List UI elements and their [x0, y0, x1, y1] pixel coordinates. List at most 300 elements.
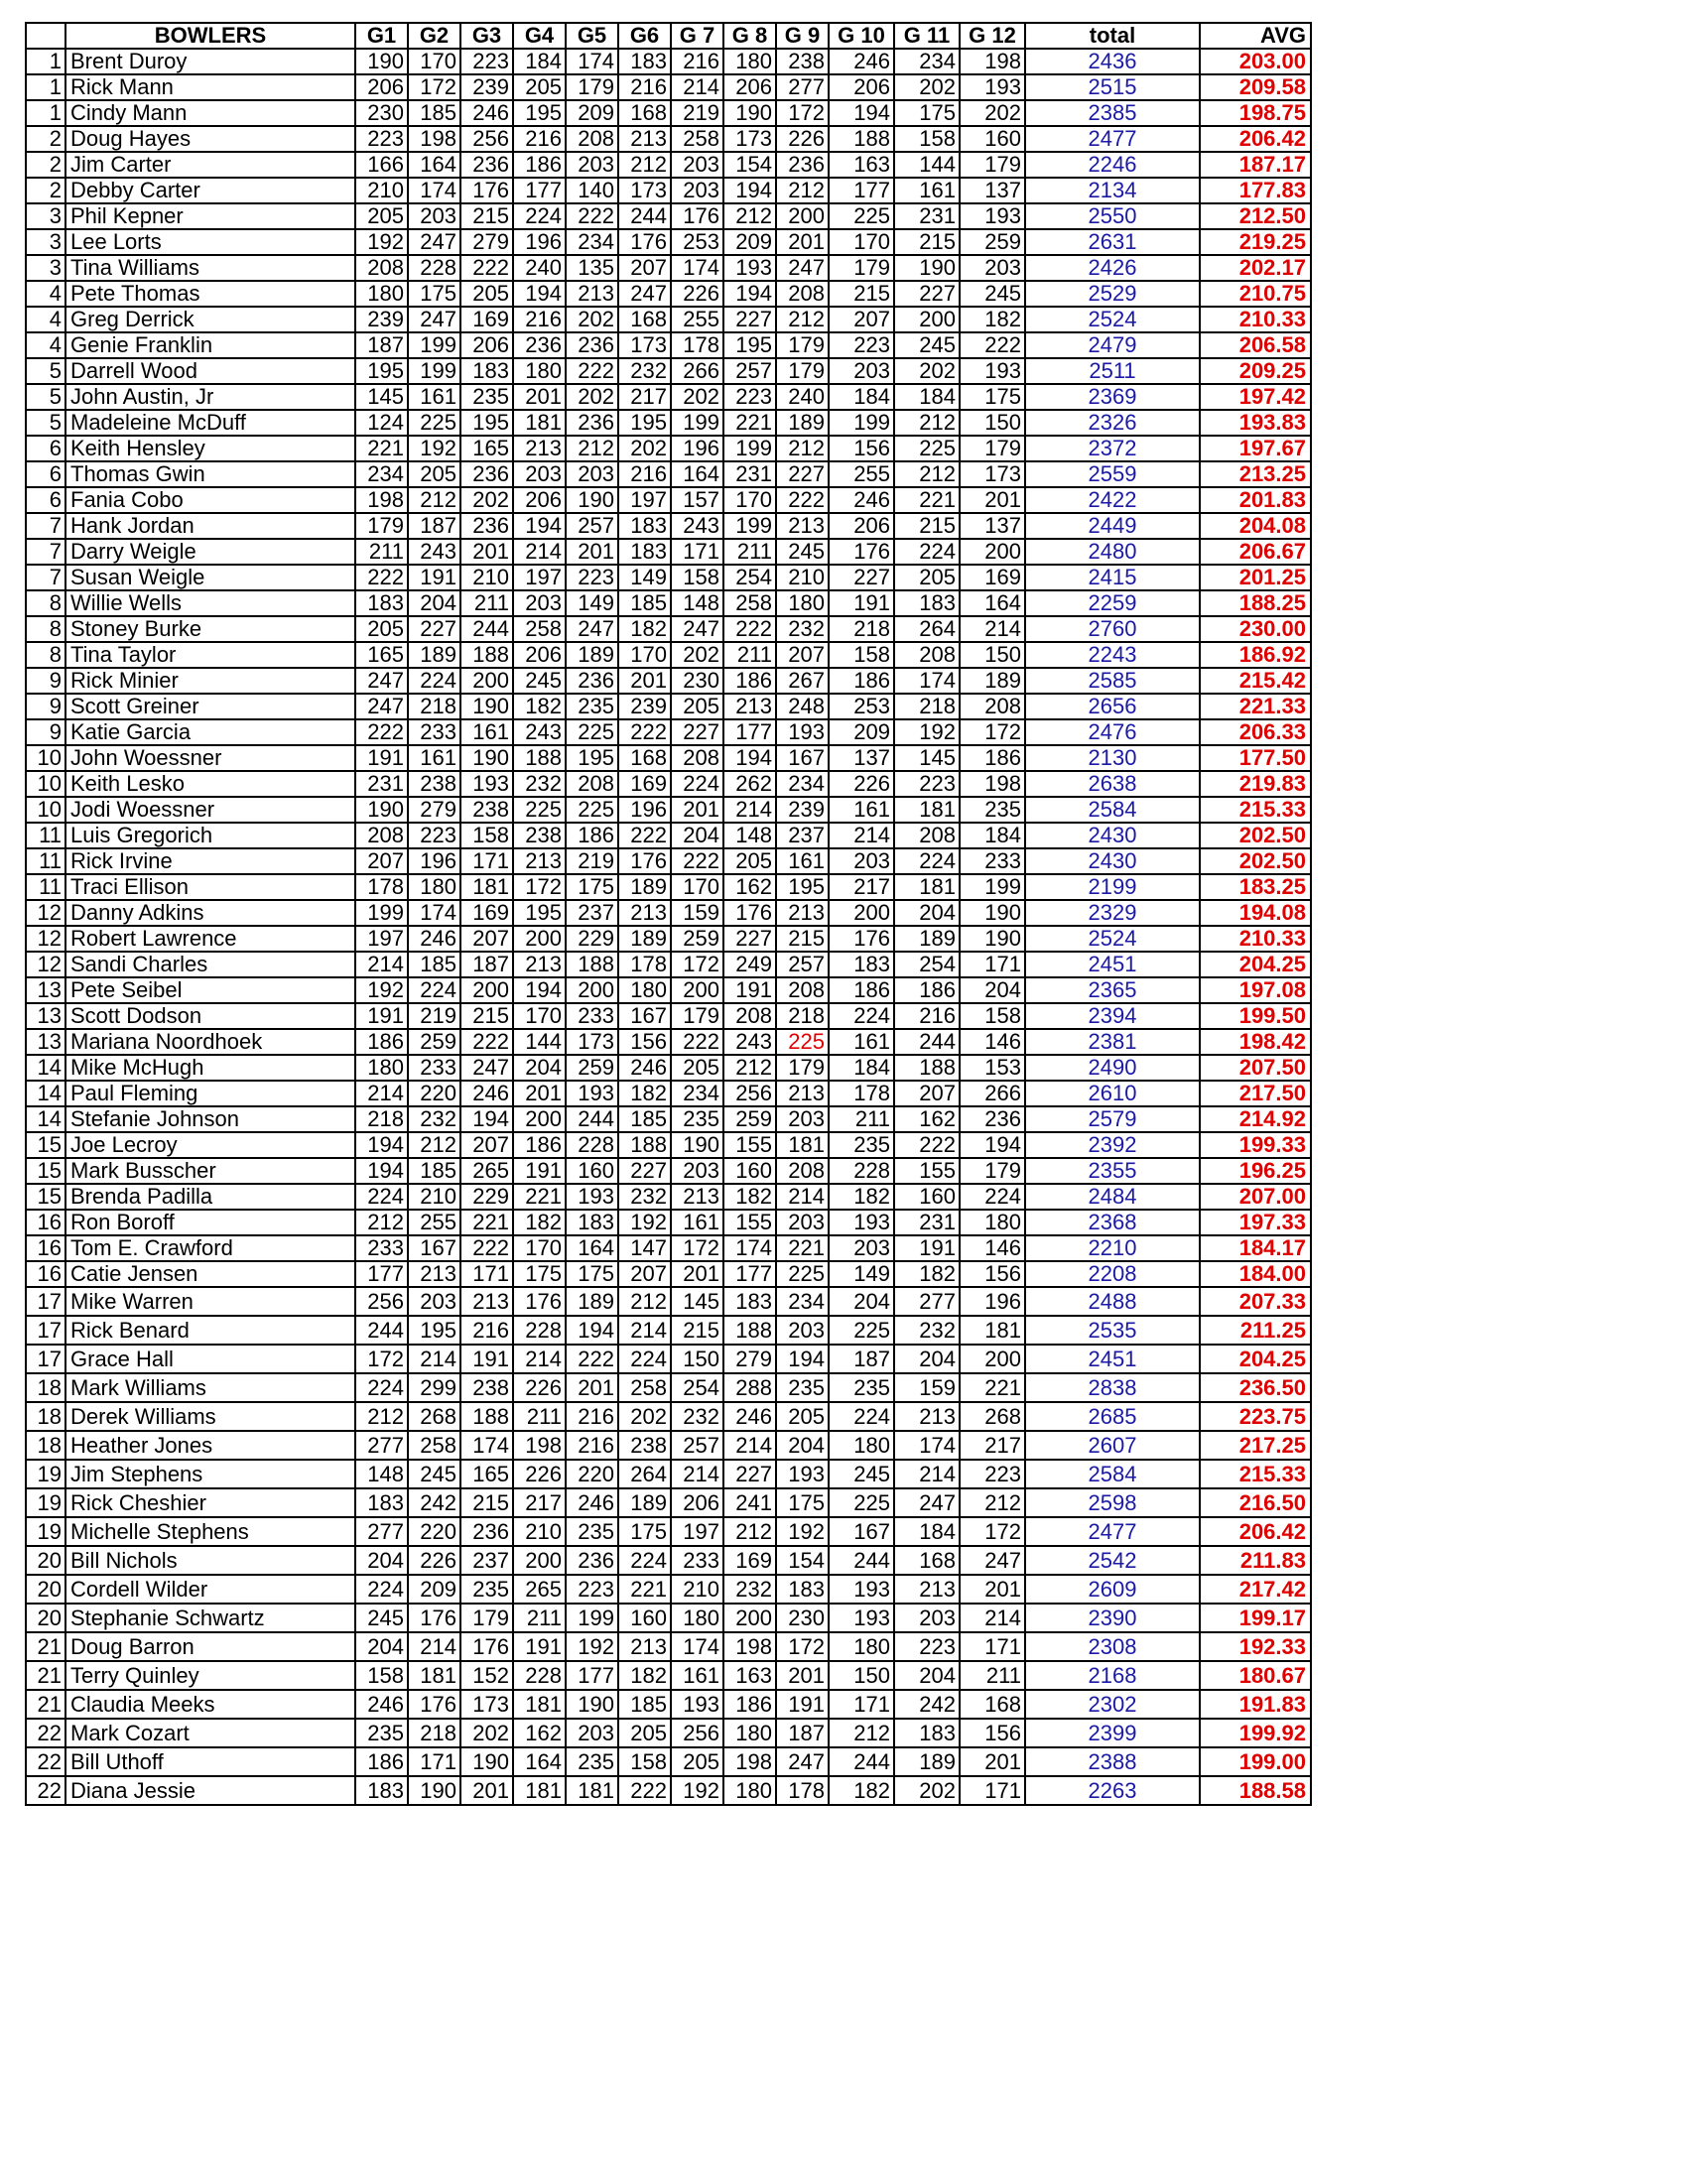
game-score: 202 [460, 487, 513, 513]
game-score: 182 [618, 616, 671, 642]
game-score: 201 [566, 1373, 618, 1402]
game-score: 201 [960, 487, 1025, 513]
game-score: 230 [355, 100, 408, 126]
average-score: 207.00 [1200, 1184, 1311, 1210]
game-score: 235 [671, 1106, 723, 1132]
team-number: 13 [26, 977, 65, 1003]
total-score: 2524 [1025, 307, 1200, 332]
game-score: 181 [894, 797, 960, 823]
game-score: 227 [829, 565, 894, 590]
total-score: 2535 [1025, 1316, 1200, 1345]
game-score: 214 [513, 1345, 566, 1373]
game-score: 178 [355, 874, 408, 900]
game-score: 221 [723, 410, 776, 436]
game-score: 186 [829, 977, 894, 1003]
game-score: 212 [566, 436, 618, 461]
game-score: 214 [408, 1345, 460, 1373]
game-score: 187 [776, 1719, 829, 1747]
game-score: 202 [618, 1402, 671, 1431]
game-score: 236 [460, 1517, 513, 1546]
game-score: 277 [355, 1431, 408, 1460]
game-score: 191 [723, 977, 776, 1003]
game-score: 158 [460, 823, 513, 848]
game-score: 174 [566, 49, 618, 74]
game-score: 172 [671, 1235, 723, 1261]
game-score: 179 [566, 74, 618, 100]
game-score: 228 [513, 1316, 566, 1345]
game-score: 171 [960, 952, 1025, 977]
game-score: 170 [513, 1003, 566, 1029]
total-score: 2480 [1025, 539, 1200, 565]
team-number: 19 [26, 1460, 65, 1488]
game-score: 214 [408, 1632, 460, 1661]
game-score: 211 [829, 1106, 894, 1132]
game-score: 191 [355, 745, 408, 771]
game-score: 178 [671, 332, 723, 358]
table-row [26, 1003, 1311, 1029]
total-score: 2130 [1025, 745, 1200, 771]
total-score: 2259 [1025, 590, 1200, 616]
game-score: 242 [894, 1690, 960, 1719]
game-score: 225 [829, 1488, 894, 1517]
game-score: 180 [829, 1431, 894, 1460]
game-score: 267 [776, 668, 829, 694]
game-score: 221 [776, 1235, 829, 1261]
game-score: 196 [960, 1287, 1025, 1316]
bowler-name: Stefanie Johnson [65, 1106, 355, 1132]
game-score: 167 [618, 1003, 671, 1029]
game-score: 235 [460, 1575, 513, 1604]
game-score: 194 [723, 178, 776, 203]
team-number: 10 [26, 797, 65, 823]
game-score: 221 [960, 1373, 1025, 1402]
bowler-name: Genie Franklin [65, 332, 355, 358]
game-score: 256 [723, 1081, 776, 1106]
game-score: 277 [355, 1517, 408, 1546]
game-score: 135 [566, 255, 618, 281]
game-score: 188 [618, 1132, 671, 1158]
game-score: 177 [723, 1261, 776, 1287]
table-row [26, 1345, 1311, 1373]
total-score: 2246 [1025, 152, 1200, 178]
game-score: 179 [355, 513, 408, 539]
game-score: 236 [460, 513, 513, 539]
table-row [26, 1055, 1311, 1081]
game-score: 194 [513, 513, 566, 539]
game-score: 196 [408, 848, 460, 874]
game-score: 238 [776, 49, 829, 74]
game-score: 181 [566, 1776, 618, 1805]
average-score: 192.33 [1200, 1632, 1311, 1661]
average-score: 212.50 [1200, 203, 1311, 229]
game-score: 228 [829, 1158, 894, 1184]
game-score: 161 [894, 178, 960, 203]
game-score: 181 [408, 1661, 460, 1690]
table-row [26, 1316, 1311, 1345]
game-score: 225 [829, 203, 894, 229]
game-score: 183 [723, 1287, 776, 1316]
game-score: 200 [566, 977, 618, 1003]
header-g1: G1 [355, 23, 408, 49]
game-score: 245 [894, 332, 960, 358]
game-score: 210 [460, 565, 513, 590]
game-score: 257 [566, 513, 618, 539]
game-score: 227 [894, 281, 960, 307]
game-score: 180 [408, 874, 460, 900]
team-number: 11 [26, 874, 65, 900]
team-number: 14 [26, 1081, 65, 1106]
game-score: 211 [723, 642, 776, 668]
game-score: 188 [894, 1055, 960, 1081]
game-score: 224 [894, 848, 960, 874]
table-row [26, 178, 1311, 203]
game-score: 176 [723, 900, 776, 926]
table-row [26, 616, 1311, 642]
game-score: 153 [960, 1055, 1025, 1081]
game-score: 179 [776, 332, 829, 358]
game-score: 210 [513, 1517, 566, 1546]
average-score: 236.50 [1200, 1373, 1311, 1402]
game-score: 204 [829, 1287, 894, 1316]
game-score: 203 [829, 1235, 894, 1261]
game-score: 249 [723, 952, 776, 977]
game-score: 264 [894, 616, 960, 642]
game-score: 232 [723, 1575, 776, 1604]
game-score: 193 [776, 1460, 829, 1488]
table-row [26, 126, 1311, 152]
game-score: 169 [960, 565, 1025, 590]
average-score: 209.25 [1200, 358, 1311, 384]
game-score: 225 [776, 1029, 829, 1055]
game-score: 239 [460, 74, 513, 100]
game-score: 198 [960, 771, 1025, 797]
game-score: 222 [355, 565, 408, 590]
game-score: 208 [776, 281, 829, 307]
game-score: 226 [829, 771, 894, 797]
game-score: 216 [671, 49, 723, 74]
game-score: 201 [566, 539, 618, 565]
game-score: 174 [894, 668, 960, 694]
game-score: 237 [566, 900, 618, 926]
game-score: 158 [829, 642, 894, 668]
game-score: 215 [671, 1316, 723, 1345]
game-score: 159 [671, 900, 723, 926]
game-score: 258 [723, 590, 776, 616]
game-score: 168 [960, 1690, 1025, 1719]
game-score: 212 [723, 1055, 776, 1081]
game-score: 243 [723, 1029, 776, 1055]
game-score: 185 [618, 1106, 671, 1132]
game-score: 181 [513, 1690, 566, 1719]
game-score: 238 [513, 823, 566, 848]
game-score: 209 [829, 719, 894, 745]
game-score: 230 [776, 1604, 829, 1632]
game-score: 238 [460, 797, 513, 823]
game-score: 203 [408, 203, 460, 229]
average-score: 206.42 [1200, 126, 1311, 152]
game-score: 194 [776, 1345, 829, 1373]
total-score: 2515 [1025, 74, 1200, 100]
game-score: 223 [566, 1575, 618, 1604]
game-score: 204 [408, 590, 460, 616]
header-g11: G 11 [894, 23, 960, 49]
game-score: 176 [829, 539, 894, 565]
game-score: 191 [776, 1690, 829, 1719]
table-row [26, 152, 1311, 178]
game-score: 195 [408, 1316, 460, 1345]
game-score: 195 [460, 410, 513, 436]
game-score: 161 [829, 1029, 894, 1055]
game-score: 172 [960, 1517, 1025, 1546]
game-score: 191 [460, 1345, 513, 1373]
game-score: 232 [671, 1402, 723, 1431]
game-score: 198 [960, 49, 1025, 74]
game-score: 190 [460, 1747, 513, 1776]
total-score: 2243 [1025, 642, 1200, 668]
game-score: 187 [355, 332, 408, 358]
team-number: 16 [26, 1210, 65, 1235]
team-number: 16 [26, 1235, 65, 1261]
game-score: 169 [460, 900, 513, 926]
game-score: 205 [408, 461, 460, 487]
game-score: 227 [723, 1460, 776, 1488]
game-score: 241 [723, 1488, 776, 1517]
team-number: 8 [26, 590, 65, 616]
game-score: 235 [566, 1517, 618, 1546]
game-score: 213 [618, 1632, 671, 1661]
game-score: 224 [829, 1003, 894, 1029]
game-score: 169 [723, 1546, 776, 1575]
game-score: 216 [513, 126, 566, 152]
average-score: 198.42 [1200, 1029, 1311, 1055]
game-score: 203 [513, 590, 566, 616]
game-score: 212 [894, 410, 960, 436]
total-score: 2476 [1025, 719, 1200, 745]
game-score: 279 [408, 797, 460, 823]
game-score: 216 [894, 1003, 960, 1029]
game-score: 172 [671, 952, 723, 977]
game-score: 234 [671, 1081, 723, 1106]
table-row [26, 745, 1311, 771]
game-score: 193 [566, 1081, 618, 1106]
table-body [26, 49, 1311, 1805]
game-score: 171 [960, 1632, 1025, 1661]
team-number: 7 [26, 513, 65, 539]
team-number: 13 [26, 1003, 65, 1029]
game-score: 244 [566, 1106, 618, 1132]
game-score: 200 [894, 307, 960, 332]
bowler-name: Keith Hensley [65, 436, 355, 461]
game-score: 215 [776, 926, 829, 952]
game-score: 233 [671, 1546, 723, 1575]
table-row [26, 1776, 1311, 1805]
game-score: 253 [829, 694, 894, 719]
game-score: 214 [894, 1460, 960, 1488]
game-score: 203 [776, 1210, 829, 1235]
game-score: 201 [460, 539, 513, 565]
game-score: 231 [894, 203, 960, 229]
game-score: 199 [408, 332, 460, 358]
average-score: 204.25 [1200, 952, 1311, 977]
game-score: 198 [513, 1431, 566, 1460]
bowler-name: Mariana Noordhoek [65, 1029, 355, 1055]
bowler-name: Mike Warren [65, 1287, 355, 1316]
game-score: 214 [723, 797, 776, 823]
game-score: 254 [894, 952, 960, 977]
game-score: 181 [460, 874, 513, 900]
game-score: 206 [723, 74, 776, 100]
game-score: 214 [618, 1316, 671, 1345]
table-row [26, 1081, 1311, 1106]
game-score: 155 [723, 1210, 776, 1235]
game-score: 203 [894, 1604, 960, 1632]
game-score: 227 [408, 616, 460, 642]
bowler-name: Mike McHugh [65, 1055, 355, 1081]
game-score: 245 [776, 539, 829, 565]
game-score: 199 [723, 436, 776, 461]
total-score: 2394 [1025, 1003, 1200, 1029]
bowler-name: Keith Lesko [65, 771, 355, 797]
game-score: 145 [355, 384, 408, 410]
game-score: 204 [671, 823, 723, 848]
game-score: 215 [460, 203, 513, 229]
game-score: 210 [408, 1184, 460, 1210]
game-score: 222 [618, 1776, 671, 1805]
game-score: 198 [355, 487, 408, 513]
game-score: 169 [618, 771, 671, 797]
game-score: 124 [355, 410, 408, 436]
team-number: 22 [26, 1776, 65, 1805]
game-score: 186 [894, 977, 960, 1003]
game-score: 161 [408, 384, 460, 410]
game-score: 178 [618, 952, 671, 977]
game-score: 221 [513, 1184, 566, 1210]
game-score: 199 [960, 874, 1025, 900]
game-score: 161 [829, 797, 894, 823]
game-score: 213 [723, 694, 776, 719]
game-score: 254 [723, 565, 776, 590]
game-score: 232 [513, 771, 566, 797]
game-score: 212 [355, 1402, 408, 1431]
game-score: 155 [723, 1132, 776, 1158]
game-score: 193 [960, 74, 1025, 100]
game-score: 232 [618, 1184, 671, 1210]
table-row [26, 1235, 1311, 1261]
game-score: 183 [618, 539, 671, 565]
total-score: 2372 [1025, 436, 1200, 461]
bowler-name: Mark Busscher [65, 1158, 355, 1184]
game-score: 160 [894, 1184, 960, 1210]
total-score: 2329 [1025, 900, 1200, 926]
game-score: 160 [618, 1604, 671, 1632]
game-score: 207 [829, 307, 894, 332]
table-row [26, 823, 1311, 848]
game-score: 258 [618, 1373, 671, 1402]
bowler-name: Fania Cobo [65, 487, 355, 513]
team-number: 11 [26, 848, 65, 874]
table-row [26, 771, 1311, 797]
game-score: 246 [460, 1081, 513, 1106]
game-score: 187 [829, 1345, 894, 1373]
game-score: 247 [618, 281, 671, 307]
game-score: 190 [723, 100, 776, 126]
game-score: 224 [829, 1402, 894, 1431]
average-score: 217.25 [1200, 1431, 1311, 1460]
game-score: 188 [566, 952, 618, 977]
bowler-name: Pete Seibel [65, 977, 355, 1003]
game-score: 216 [618, 461, 671, 487]
game-score: 175 [894, 100, 960, 126]
game-score: 192 [671, 1776, 723, 1805]
team-number: 4 [26, 281, 65, 307]
bowler-name: Brenda Padilla [65, 1184, 355, 1210]
game-score: 213 [460, 1287, 513, 1316]
game-score: 220 [566, 1460, 618, 1488]
team-number: 17 [26, 1316, 65, 1345]
game-score: 174 [460, 1431, 513, 1460]
game-score: 204 [960, 977, 1025, 1003]
game-score: 178 [776, 1776, 829, 1805]
game-score: 145 [894, 745, 960, 771]
game-score: 189 [618, 1488, 671, 1517]
game-score: 204 [355, 1632, 408, 1661]
table-row [26, 539, 1311, 565]
game-score: 185 [408, 1158, 460, 1184]
game-score: 197 [618, 487, 671, 513]
game-score: 182 [829, 1184, 894, 1210]
game-score: 140 [566, 178, 618, 203]
game-score: 244 [829, 1747, 894, 1776]
average-score: 202.50 [1200, 823, 1311, 848]
total-score: 2210 [1025, 1235, 1200, 1261]
bowler-name: Rick Cheshier [65, 1488, 355, 1517]
game-score: 204 [894, 1661, 960, 1690]
game-score: 157 [671, 487, 723, 513]
average-score: 199.33 [1200, 1132, 1311, 1158]
header-g10: G 10 [829, 23, 894, 49]
table-row [26, 977, 1311, 1003]
game-score: 208 [776, 977, 829, 1003]
average-score: 206.58 [1200, 332, 1311, 358]
average-score: 201.25 [1200, 565, 1311, 590]
game-score: 190 [566, 1690, 618, 1719]
table-row [26, 1517, 1311, 1546]
table-row [26, 513, 1311, 539]
game-score: 201 [960, 1575, 1025, 1604]
total-score: 2490 [1025, 1055, 1200, 1081]
total-score: 2199 [1025, 874, 1200, 900]
game-score: 268 [408, 1402, 460, 1431]
bowler-name: Brent Duroy [65, 49, 355, 74]
game-score: 232 [776, 616, 829, 642]
game-score: 215 [894, 229, 960, 255]
game-score: 228 [408, 255, 460, 281]
game-score: 179 [671, 1003, 723, 1029]
game-score: 203 [566, 1719, 618, 1747]
game-score: 161 [671, 1661, 723, 1690]
game-score: 179 [776, 1055, 829, 1081]
bowler-name: Danny Adkins [65, 900, 355, 926]
game-score: 189 [960, 668, 1025, 694]
average-score: 211.25 [1200, 1316, 1311, 1345]
game-score: 222 [618, 719, 671, 745]
header-g6: G6 [618, 23, 671, 49]
game-score: 233 [408, 719, 460, 745]
game-score: 192 [894, 719, 960, 745]
game-score: 200 [723, 1604, 776, 1632]
game-score: 190 [960, 926, 1025, 952]
game-score: 277 [776, 74, 829, 100]
